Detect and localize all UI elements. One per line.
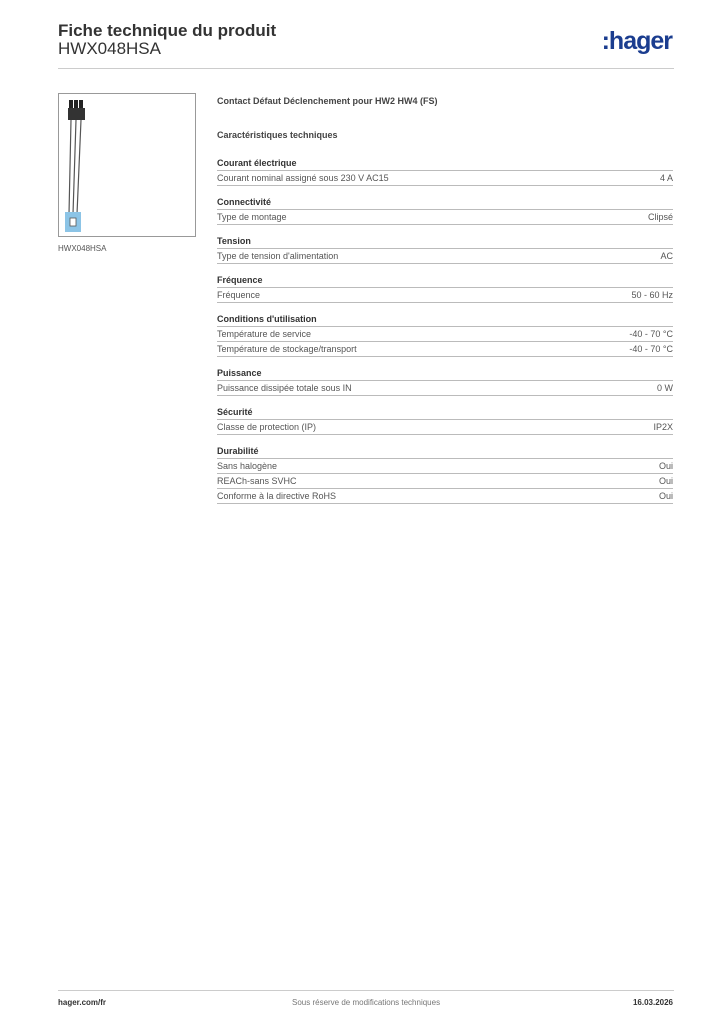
spec-row — [217, 171, 673, 186]
spec-group — [217, 444, 673, 504]
spec-row — [217, 459, 673, 474]
spec-label: Température de service — [217, 329, 312, 339]
spec-value: Oui — [658, 476, 673, 486]
spec-label: Type de tension d'alimentation — [217, 251, 339, 261]
spec-label: Type de montage — [217, 212, 287, 222]
spec-label: Conforme à la directive RoHS — [217, 491, 337, 501]
spec-group — [217, 312, 673, 357]
spec-group-title: Tension — [217, 234, 673, 249]
product-reference: HWX048HSA — [58, 39, 161, 58]
spec-value: 4 A — [659, 173, 673, 183]
spec-row — [217, 474, 673, 489]
product-image — [58, 93, 196, 237]
spec-group-title: Connectivité — [217, 195, 673, 210]
spec-group — [217, 195, 673, 225]
spec-label: Puissance dissipée totale sous IN — [217, 383, 352, 393]
spec-row — [217, 288, 673, 303]
spec-label: Classe de protection (IP) — [217, 422, 317, 432]
specifications — [217, 96, 673, 513]
spec-row — [217, 327, 673, 342]
image-caption: HWX048HSA — [58, 244, 107, 253]
spec-group-title: Fréquence — [217, 273, 673, 288]
spec-group-title: Durabilité — [217, 444, 673, 459]
spec-row — [217, 489, 673, 504]
spec-label: Courant nominal assigné sous 230 V AC15 — [217, 173, 389, 183]
spec-groups — [217, 156, 673, 504]
spec-value: Oui — [658, 491, 673, 501]
spec-label: Fréquence — [217, 290, 261, 300]
spec-value: Oui — [658, 461, 673, 471]
spec-row — [217, 210, 673, 225]
spec-label: Température de stockage/transport — [217, 344, 357, 354]
spec-row — [217, 381, 673, 396]
spec-group — [217, 273, 673, 303]
spec-group — [217, 405, 673, 435]
spec-row — [217, 249, 673, 264]
spec-row — [217, 342, 673, 357]
footer-date: 16.03.2026 — [632, 998, 673, 1007]
spec-group — [217, 156, 673, 186]
spec-value: -40 - 70 °C — [629, 329, 673, 339]
spec-group — [217, 366, 673, 396]
header-divider — [58, 68, 674, 69]
spec-row — [217, 420, 673, 435]
page-title: Fiche technique du produit — [58, 21, 277, 40]
spec-value: IP2X — [653, 422, 673, 432]
product-image-drawing — [59, 94, 195, 236]
spec-value: 0 W — [656, 383, 673, 393]
spec-group-title: Conditions d'utilisation — [217, 312, 673, 327]
spec-label: REACh-sans SVHC — [217, 476, 297, 486]
spec-group-title: Puissance — [217, 366, 673, 381]
product-name: Contact Défaut Déclenchement pour HW2 HW4 (FS) — [217, 96, 438, 106]
spec-value: -40 - 70 °C — [629, 344, 673, 354]
footer-website[interactable]: hager.com/fr — [58, 998, 107, 1007]
spec-group-title: Courant électrique — [217, 156, 673, 171]
footer-notice: Sous réserve de modifications techniques — [292, 998, 441, 1007]
spec-value: Clipsé — [647, 212, 673, 222]
hager-logo: :hager — [601, 27, 672, 55]
footer-divider — [58, 990, 674, 991]
spec-group-title: Sécurité — [217, 405, 673, 420]
spec-group — [217, 234, 673, 264]
section-title: Caractéristiques techniques — [217, 130, 338, 140]
spec-value: 50 - 60 Hz — [631, 290, 673, 300]
spec-value: AC — [660, 251, 673, 261]
spec-label: Sans halogène — [217, 461, 278, 471]
